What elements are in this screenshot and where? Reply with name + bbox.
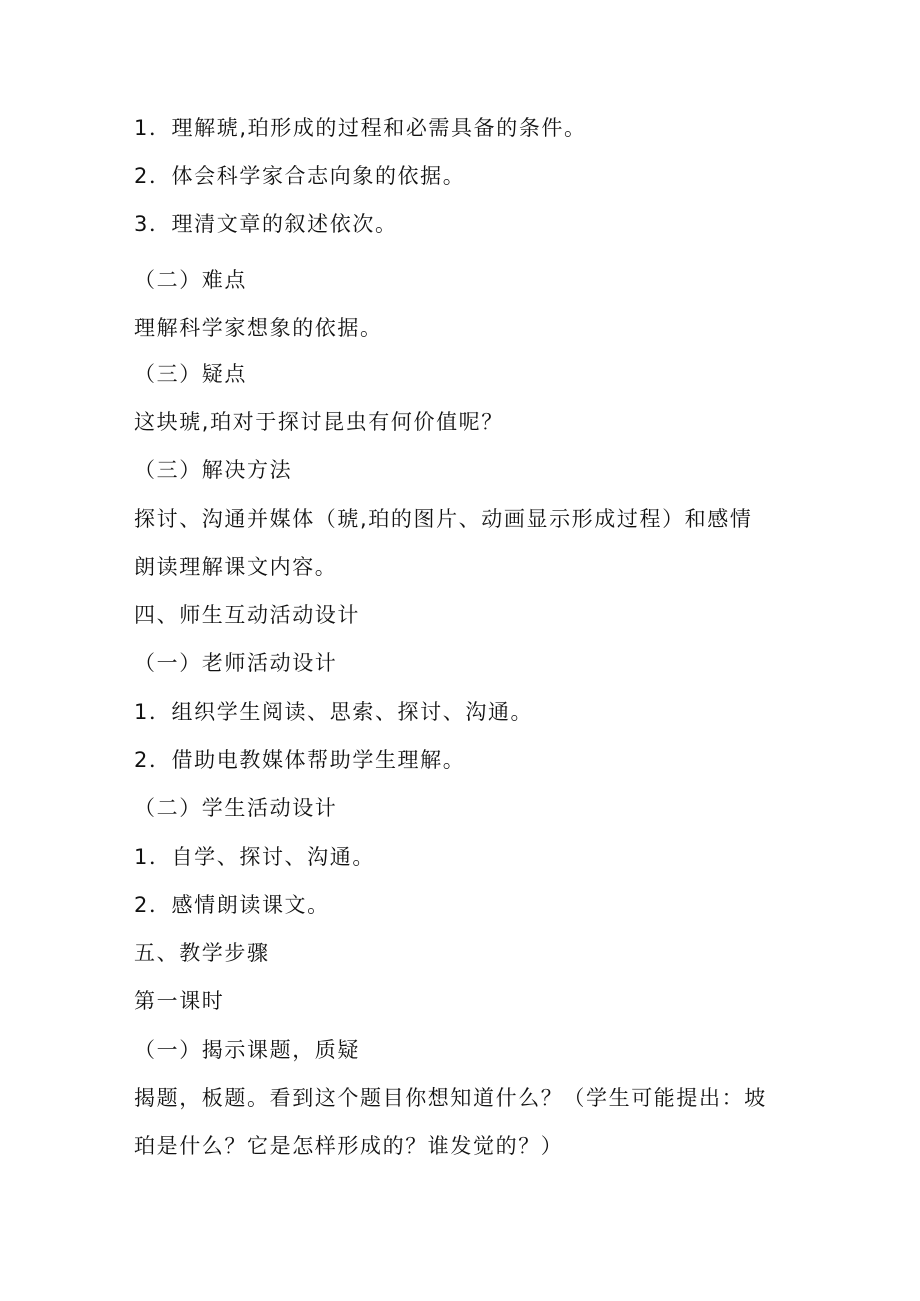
teacher-activity-item-1: 1．组织学生阅读、思索、探讨、沟通。 [134,700,534,724]
subheading-teacher-activity: （一）老师活动设计 [134,651,338,675]
objective-item-3: 3．理清文章的叙述依次。 [134,212,398,236]
teacher-activity-item-2: 2．借助电教媒体帮助学生理解。 [134,748,466,772]
objective-item-1: 1．理解琥,珀形成的过程和必需具备的条件。 [134,116,587,140]
objective-item-2: 2．体会科学家合志向象的依据。 [134,164,466,188]
method-text-line-1: 探讨、沟通并媒体（琥,珀的图片、动画显示形成过程）和感情 [134,507,753,531]
section-heading-steps: 五、教学步骤 [134,941,270,965]
difficulty-text: 理解科学家想象的依据。 [134,316,383,340]
student-activity-item-2: 2．感情朗读课文。 [134,893,330,917]
student-activity-item-1: 1．自学、探讨、沟通。 [134,845,375,869]
lesson-period-heading: 第一课时 [134,989,225,1013]
section-heading-method: （三）解决方法 [134,458,293,482]
section-heading-difficulty: （二）难点 [134,268,247,292]
method-text-line-2: 朗读理解课文内容。 [134,555,338,579]
step-text-line-2: 珀是什么？它是怎样形成的？谁发觉的？） [134,1134,564,1158]
doubt-text: 这块琥,珀对于探讨昆虫有何价值呢？ [134,410,504,434]
section-heading-interaction: 四、师生互动活动设计 [134,603,360,627]
step-heading-reveal-topic: （一）揭示课题，质疑 [134,1038,360,1062]
subheading-student-activity: （二）学生活动设计 [134,796,338,820]
step-text-line-1: 揭题，板题。看到这个题目你想知道什么？（学生可能提出：坡 [134,1086,767,1110]
section-heading-doubt: （三）疑点 [134,362,247,386]
